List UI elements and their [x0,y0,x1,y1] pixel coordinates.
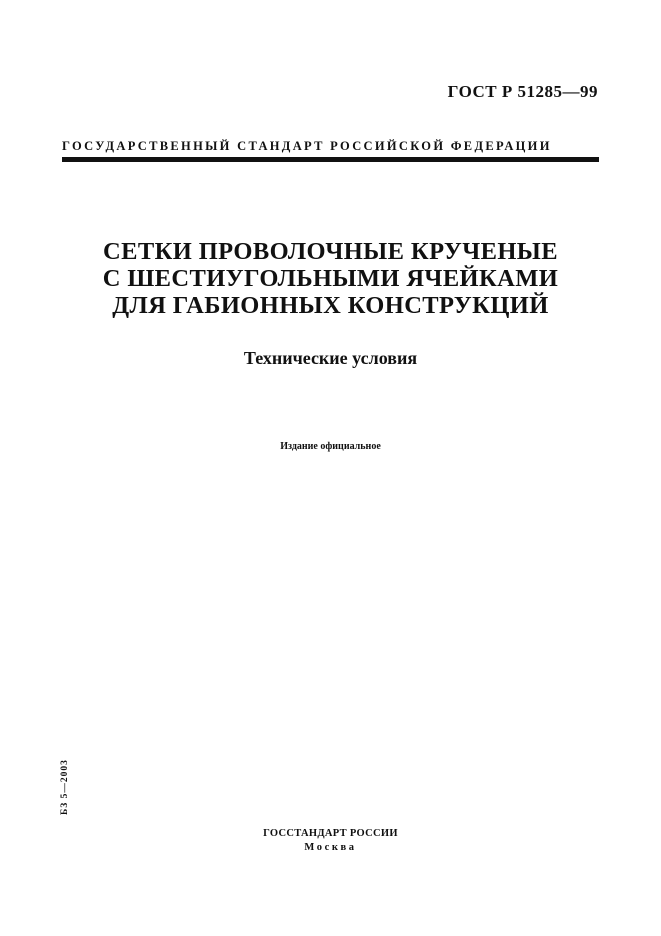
document-title [0,238,661,319]
edition-note: Издание официальное [280,441,381,452]
side-print-code: БЗ 5—2003 [60,759,70,815]
title-line-1: СЕТКИ ПРОВОЛОЧНЫЕ КРУЧЕНЫЕ [103,238,558,265]
title-line-3: ДЛЯ ГАБИОННЫХ КОНСТРУКЦИЙ [112,292,549,319]
standard-header: ГОСУДАРСТВЕННЫЙ СТАНДАРТ РОССИЙСКОЙ ФЕДЕРАЦИИ [62,139,552,153]
document-number: ГОСТ Р 51285—99 [447,82,598,101]
header-divider [62,157,599,162]
title-line-2: С ШЕСТИУГОЛЬНЫМИ ЯЧЕЙКАМИ [102,265,559,292]
publisher-name: ГОССТАНДАРТ РОССИИ [263,828,398,839]
publisher-city: Москва [304,842,357,853]
document-subtitle: Технические условия [243,348,418,368]
